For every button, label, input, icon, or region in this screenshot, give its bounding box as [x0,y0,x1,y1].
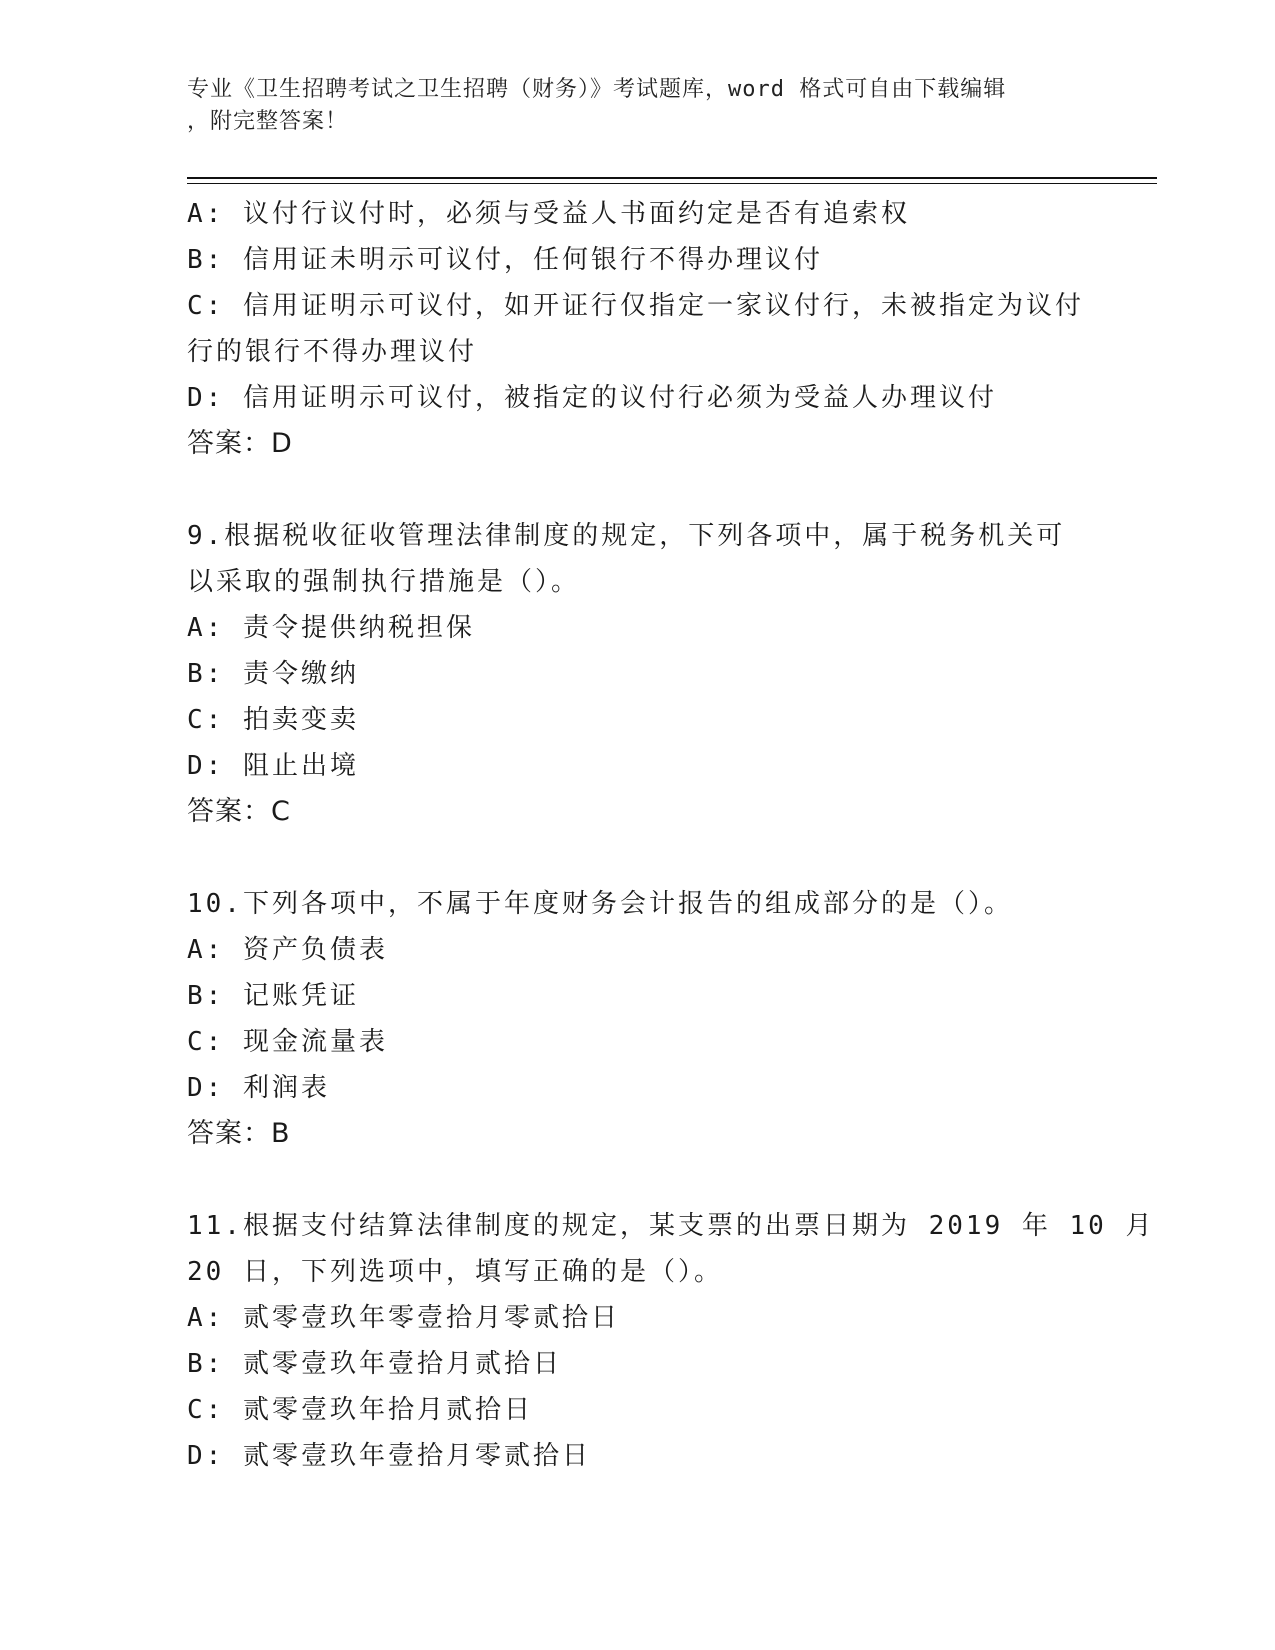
option-d: D: 贰零壹玖年壹拾月零贰拾日 [187,1441,591,1471]
spacer [187,467,1087,513]
question-9 [187,513,1087,835]
question-10 [187,881,1087,1157]
option-a: A: 资产负债表 [187,935,388,965]
option-d: D: 阻止出境 [187,751,359,781]
header-divider-thick [187,177,1157,179]
option-b: B: 贰零壹玖年壹拾月贰拾日 [187,1349,562,1379]
header-line-2: ，附完整答案！ [187,109,349,134]
option-c: C: 信用证明示可议付，如开证行仅指定一家议付行，未被指定为议付 [187,291,1084,321]
option-b: B: 信用证未明示可议付，任何银行不得办理议付 [187,245,823,275]
option-a: A: 责令提供纳税担保 [187,613,475,643]
answer: 答案：C [187,796,291,827]
spacer [187,835,1087,881]
question-11 [187,1203,1155,1479]
question-list [187,191,1155,1479]
option-c-continued: 行的银行不得办理议付 [187,337,478,367]
option-b: B: 责令缴纳 [187,659,359,689]
document-header [187,74,1067,138]
option-d: D: 利润表 [187,1073,330,1103]
option-c: C: 现金流量表 [187,1027,388,1057]
spacer [187,1157,1087,1203]
question-8 [187,191,1087,467]
question-stem: 10.下列各项中，不属于年度财务会计报告的组成部分的是（）。 [187,889,1013,919]
option-a: A: 贰零壹玖年零壹拾月零贰拾日 [187,1303,620,1333]
answer: 答案：B [187,1118,291,1149]
question-stem: 11.根据支付结算法律制度的规定，某支票的出票日期为 2019 年 10 月 [187,1211,1155,1241]
header-divider-thin [187,183,1157,184]
option-b: B: 记账凭证 [187,981,359,1011]
header-line-1: 专业《卫生招聘考试之卫生招聘（财务）》考试题库，word 格式可自由下载编辑 [187,77,1007,102]
question-stem-continued: 20 日，下列选项中，填写正确的是（）。 [187,1257,723,1287]
answer: 答案：D [187,428,293,459]
question-stem: 9.根据税收征收管理法律制度的规定，下列各项中，属于税务机关可 [187,521,1066,551]
question-stem-continued: 以采取的强制执行措施是（）。 [187,567,581,597]
option-d: D: 信用证明示可议付，被指定的议付行必须为受益人办理议付 [187,383,997,413]
option-a: A: 议付行议付时，必须与受益人书面约定是否有追索权 [187,199,910,229]
option-c: C: 贰零壹玖年拾月贰拾日 [187,1395,533,1425]
option-c: C: 拍卖变卖 [187,705,359,735]
